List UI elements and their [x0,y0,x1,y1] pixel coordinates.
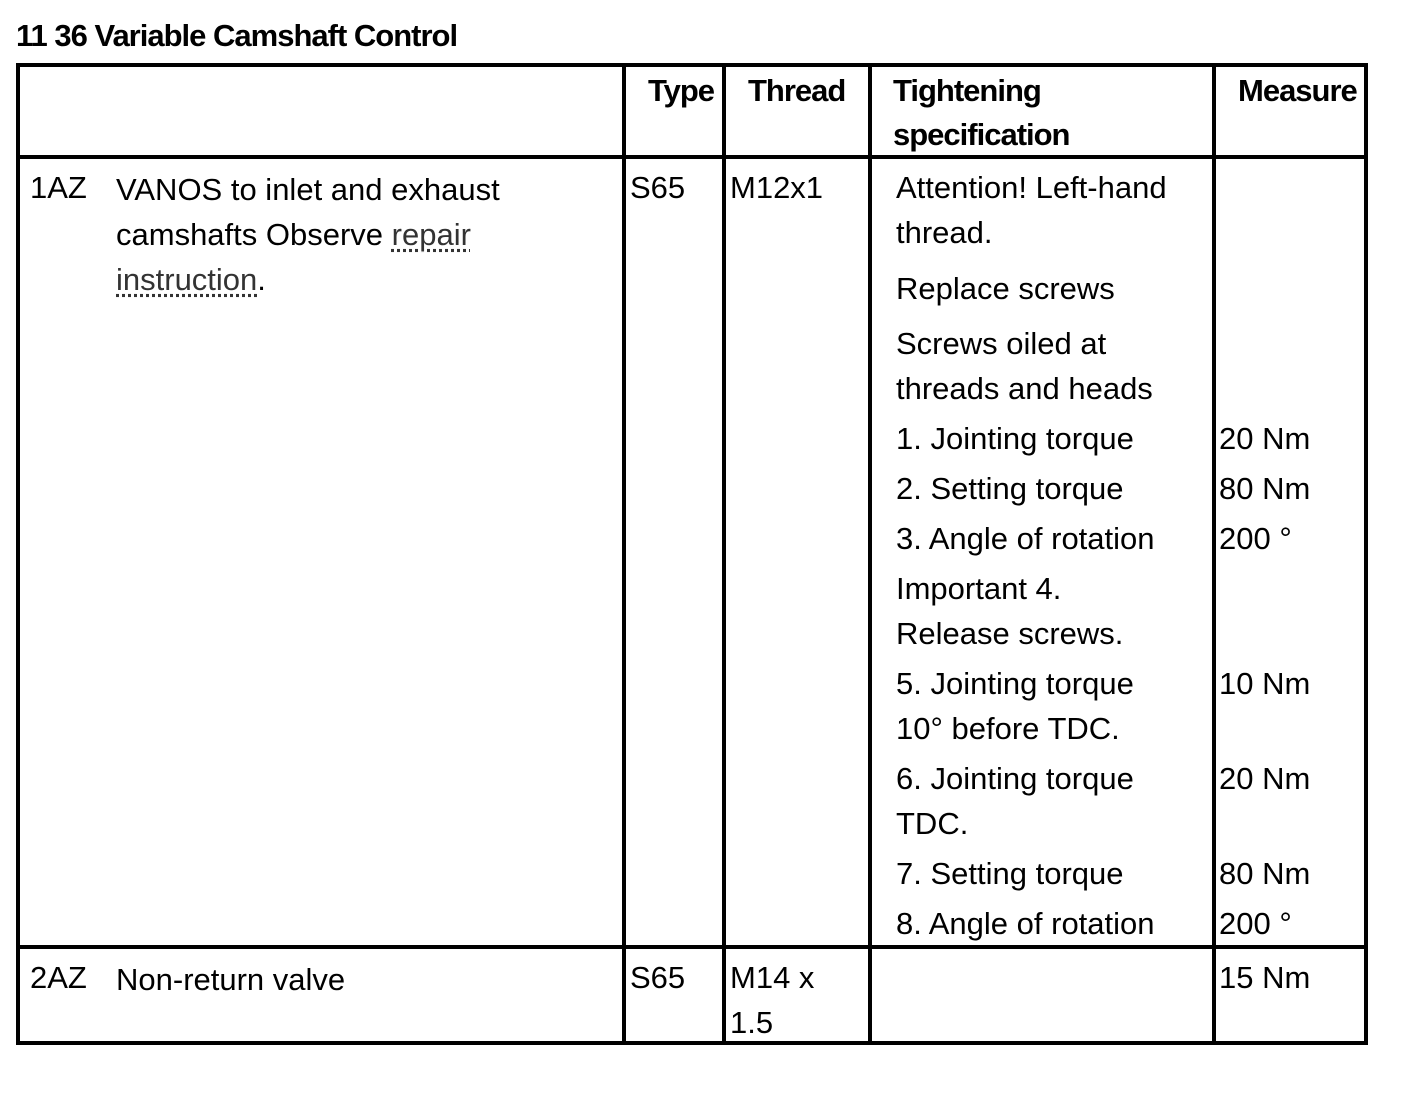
spec-line: Important 4. [896,571,1062,606]
column-divider [868,67,872,1041]
row-divider [20,155,1364,159]
measure-value: 80 Nm [1219,471,1311,506]
row-id: 2AZ [30,960,87,995]
header-type: Type [648,73,715,108]
row-thread: 1.5 [730,1005,774,1040]
spec-line: 5. Jointing torque [896,666,1134,701]
spec-line: 3. Angle of rotation [896,521,1155,556]
row-description: VANOS to inlet and exhaust [116,172,500,207]
page-title: 11 36 Variable Camshaft Control [16,18,458,53]
spec-line: 7. Setting torque [896,856,1124,891]
header-measure: Measure [1238,73,1357,108]
row-type: S65 [630,960,686,995]
measure-value: 200 ° [1219,521,1292,556]
header-specification: specification [893,117,1070,152]
spec-line: thread. [896,215,993,250]
measure-value: 10 Nm [1219,666,1311,701]
spec-line: Attention! Left-hand [896,170,1167,205]
measure-value: 80 Nm [1219,856,1311,891]
measure-value: 15 Nm [1219,960,1311,995]
header-thread: Thread [748,73,846,108]
row-divider [20,945,1364,949]
spec-line: threads and heads [896,371,1153,406]
spec-line: 6. Jointing torque [896,761,1134,796]
column-divider [722,67,726,1041]
spec-line: Release screws. [896,616,1124,651]
spec-line: 10° before TDC. [896,711,1120,746]
row-description: Non-return valve [116,962,346,997]
spec-line: 2. Setting torque [896,471,1124,506]
row-description: camshafts Observe repair [116,217,471,252]
column-divider [622,67,626,1041]
repair-instruction-link[interactable]: instruction [116,262,258,297]
row-id: 1AZ [30,170,87,205]
repair-instruction-link[interactable]: repair [391,217,471,252]
row-thread: M14 x [730,960,815,995]
measure-value: 200 ° [1219,906,1292,941]
measure-value: 20 Nm [1219,421,1311,456]
spec-line: 1. Jointing torque [896,421,1134,456]
spec-line: Screws oiled at [896,326,1107,361]
spec-line: Replace screws [896,271,1115,306]
row-type: S65 [630,170,686,205]
measure-value: 20 Nm [1219,761,1311,796]
row-thread: M12x1 [730,170,824,205]
spec-line: 8. Angle of rotation [896,906,1155,941]
spec-line: TDC. [896,806,969,841]
torque-table [16,63,1368,1045]
header-tightening: Tightening [893,73,1041,108]
column-divider [1212,67,1216,1041]
row-description: instruction. [116,262,266,297]
